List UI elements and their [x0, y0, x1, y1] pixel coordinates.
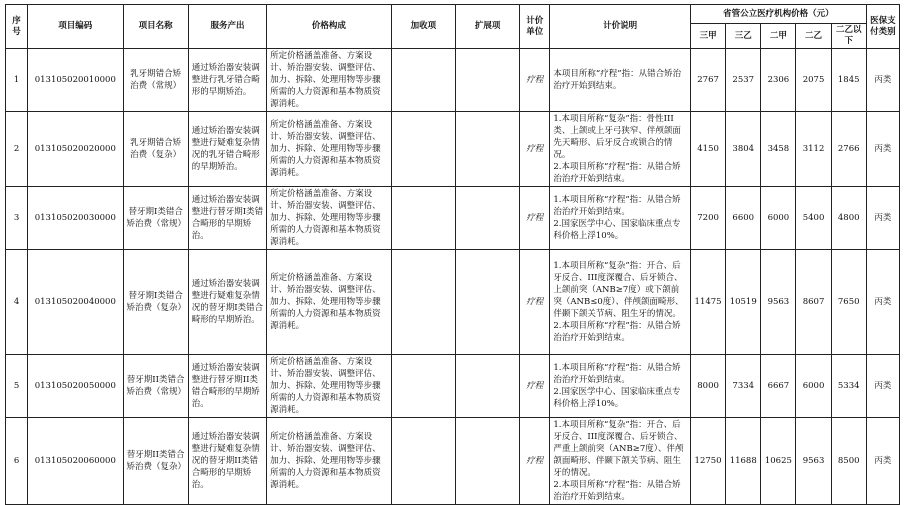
cell-price: 12750	[691, 418, 726, 505]
cell-price-composition: 所定价格涵盖准备、方案设计、矫治器安装、调整评估、加力、拆除、处理用物等步骤所需的人力资源和基本物质资源消耗。	[267, 49, 392, 112]
table-row	[6, 250, 900, 355]
cell-insurance: 丙类	[866, 250, 899, 355]
cell-description: 1.本项目所称“复杂”指：骨性III类、上颌或上牙弓狭窄、伴颅颌面先天畸形、后牙反合或锁合的情况。 2.本项目所称“疗程”指：从错合矫治治疗开始到结束。	[550, 112, 691, 187]
cell-description: 本项目所称“疗程”指：从错合矫治治疗开始到结束。	[550, 49, 691, 112]
cell-price: 3112	[796, 112, 831, 187]
cell-seq: 5	[6, 355, 28, 418]
cell-insurance: 丙类	[866, 418, 899, 505]
cell-price: 5400	[796, 187, 831, 250]
header-unit: 计价单位	[520, 5, 550, 49]
header-name: 项目名称	[123, 5, 188, 49]
cell-price: 8000	[691, 355, 726, 418]
cell-service: 通过矫治器安装调整进行疑难复杂情况的乳牙错合畸形的早期矫治。	[188, 112, 266, 187]
cell-seq: 4	[6, 250, 28, 355]
cell-price: 11688	[726, 418, 761, 505]
cell-price-composition: 所定价格涵盖准备、方案设计、矫治器安装、调整评估、加力、拆除、处理用物等步骤所需的人力资源和基本物质资源消耗。	[267, 112, 392, 187]
cell-service: 通过矫治器安装调整进行疑难复杂情况的替牙期II类错合畸形的早期矫治。	[188, 418, 266, 505]
cell-extra	[391, 187, 455, 250]
header-grade: 三乙	[726, 24, 761, 49]
cell-description: 1.本项目所称“复杂”指：开合、后牙反合、III度深覆合、后牙锁合、严重上颌前突（ANB≥7度）、伴颅颌面畸形、伴颞下颌关节病、阻生牙的情况。 2.本项目所称“疗程”指：从错合矫治治疗开始到结束。	[550, 418, 691, 505]
header-grade: 二甲	[761, 24, 796, 49]
cell-extra	[391, 112, 455, 187]
header-grade: 二乙以下	[831, 24, 866, 49]
cell-price-composition: 所定价格涵盖准备、方案设计、矫治器安装、调整评估、加力、拆除、处理用物等步骤所需的人力资源和基本物质资源消耗。	[267, 418, 392, 505]
header-description: 计价说明	[550, 5, 691, 49]
cell-price-composition: 所定价格涵盖准备、方案设计、矫治器安装、调整评估、加力、拆除、处理用物等步骤所需的人力资源和基本物质资源消耗。	[267, 355, 392, 418]
header-price-composition: 价格构成	[267, 5, 392, 49]
table-row	[6, 112, 900, 187]
cell-insurance: 丙类	[866, 49, 899, 112]
header-insurance: 医保支付类别	[866, 5, 899, 49]
cell-insurance: 丙类	[866, 187, 899, 250]
price-table	[5, 4, 900, 505]
cell-price: 6000	[761, 187, 796, 250]
cell-name: 替牙期II类错合矫治费（复杂）	[123, 418, 188, 505]
cell-extension	[455, 250, 519, 355]
cell-price: 9563	[796, 418, 831, 505]
cell-price: 3804	[726, 112, 761, 187]
cell-price: 6000	[796, 355, 831, 418]
cell-price: 11475	[691, 250, 726, 355]
cell-price: 7650	[831, 250, 866, 355]
cell-price: 8607	[796, 250, 831, 355]
cell-extra	[391, 250, 455, 355]
table-row	[6, 418, 900, 505]
cell-price: 10519	[726, 250, 761, 355]
cell-price: 7334	[726, 355, 761, 418]
cell-code: 013105020010000	[28, 49, 123, 112]
cell-extension	[455, 418, 519, 505]
cell-price: 9563	[761, 250, 796, 355]
cell-seq: 6	[6, 418, 28, 505]
cell-price: 2075	[796, 49, 831, 112]
header-service: 服务产出	[188, 5, 266, 49]
cell-code: 013105020050000	[28, 355, 123, 418]
cell-code: 013105020020000	[28, 112, 123, 187]
cell-unit: 疗程	[520, 355, 550, 418]
cell-price: 6600	[726, 187, 761, 250]
cell-insurance: 丙类	[866, 112, 899, 187]
cell-name: 乳牙期错合矫治费（复杂）	[123, 112, 188, 187]
cell-seq: 3	[6, 187, 28, 250]
cell-extension	[455, 49, 519, 112]
cell-price: 4150	[691, 112, 726, 187]
cell-price: 3458	[761, 112, 796, 187]
cell-service: 通过矫治器安装调整进行乳牙错合畸形的早期矫治。	[188, 49, 266, 112]
cell-price: 2767	[691, 49, 726, 112]
header-price-group: 省管公立医疗机构价格（元）	[691, 5, 867, 24]
cell-price: 6667	[761, 355, 796, 418]
cell-extension	[455, 187, 519, 250]
cell-extension	[455, 112, 519, 187]
cell-name: 替牙期II类错合矫治费（常规）	[123, 355, 188, 418]
cell-price: 4800	[831, 187, 866, 250]
cell-description: 1.本项目所称“疗程”指：从错合矫治治疗开始到结束。 2.国家医学中心、国家临床重点专科价格上浮10%。	[550, 355, 691, 418]
cell-price: 2537	[726, 49, 761, 112]
header-extra: 加收项	[391, 5, 455, 49]
table-row	[6, 355, 900, 418]
cell-price: 7200	[691, 187, 726, 250]
cell-name: 替牙期I类错合矫治费（复杂）	[123, 250, 188, 355]
header-grade: 二乙	[796, 24, 831, 49]
price-table-container	[5, 4, 900, 502]
cell-description: 1.本项目所称“疗程”指：从错合矫治治疗开始到结束。 2.国家医学中心、国家临床重点专科价格上浮10%。	[550, 187, 691, 250]
cell-price-composition: 所定价格涵盖准备、方案设计、矫治器安装、调整评估、加力、拆除、处理用物等步骤所需的人力资源和基本物质资源消耗。	[267, 250, 392, 355]
cell-service: 通过矫治器安装调整进行疑难复杂情况的替牙期I类错合畸形的早期矫治。	[188, 250, 266, 355]
cell-price: 1845	[831, 49, 866, 112]
cell-extension	[455, 355, 519, 418]
cell-unit: 疗程	[520, 112, 550, 187]
header-extension: 扩展项	[455, 5, 519, 49]
header-code: 项目编码	[28, 5, 123, 49]
cell-service: 通过矫治器安装调整进行替牙期II类错合畸形的早期矫治。	[188, 355, 266, 418]
cell-unit: 疗程	[520, 418, 550, 505]
cell-price: 10625	[761, 418, 796, 505]
cell-extra	[391, 418, 455, 505]
table-row	[6, 49, 900, 112]
header-grade: 三甲	[691, 24, 726, 49]
table-row	[6, 187, 900, 250]
cell-price: 2306	[761, 49, 796, 112]
cell-extra	[391, 49, 455, 112]
cell-price: 8500	[831, 418, 866, 505]
cell-service: 通过矫治器安装调整进行替牙期I类错合畸形的早期矫治。	[188, 187, 266, 250]
cell-description: 1.本项目所称“复杂”指：开合、后牙反合、III度深覆合、后牙锁合、上颌前突（ANB≥7度）或下颌前突（ANB≤0度）、伴颅颌面畸形、伴颞下颌关节病、阻生牙的情况。 2.本项目所称“疗程”指：从错合矫治治疗开始到结束。	[550, 250, 691, 355]
cell-seq: 1	[6, 49, 28, 112]
cell-price-composition: 所定价格涵盖准备、方案设计、矫治器安装、调整评估、加力、拆除、处理用物等步骤所需的人力资源和基本物质资源消耗。	[267, 187, 392, 250]
cell-insurance: 丙类	[866, 355, 899, 418]
cell-price: 2766	[831, 112, 866, 187]
cell-extra	[391, 355, 455, 418]
cell-price: 5334	[831, 355, 866, 418]
cell-unit: 疗程	[520, 49, 550, 112]
cell-name: 替牙期I类错合矫治费（常规）	[123, 187, 188, 250]
cell-code: 013105020030000	[28, 187, 123, 250]
cell-code: 013105020060000	[28, 418, 123, 505]
cell-seq: 2	[6, 112, 28, 187]
header-seq: 序号	[6, 5, 28, 49]
cell-name: 乳牙期错合矫治费（常规）	[123, 49, 188, 112]
cell-unit: 疗程	[520, 250, 550, 355]
cell-unit: 疗程	[520, 187, 550, 250]
table-body	[6, 49, 900, 505]
cell-code: 013105020040000	[28, 250, 123, 355]
